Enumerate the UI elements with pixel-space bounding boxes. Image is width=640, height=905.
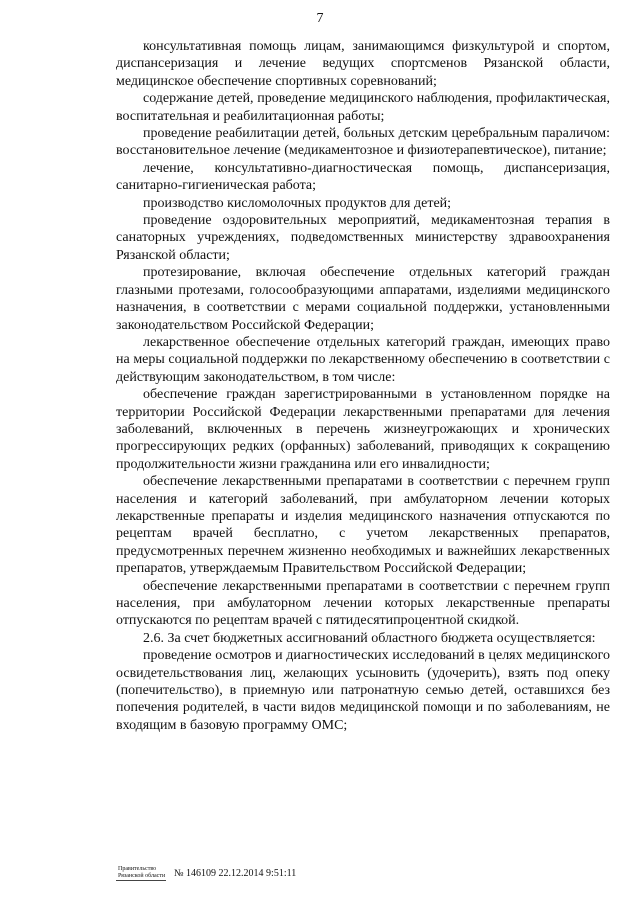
paragraph: лечение, консультативно-диагностическая помощь, диспансеризация, санитарно-гигиеническая работа; <box>116 160 610 194</box>
paragraph: обеспечение лекарственными препаратами в соответствии с перечнем групп населения, при амбулаторном лечении которых лекарственные препараты отпускаются по рецептам врачей с пятидесятипроцентной скидкой. <box>116 578 610 629</box>
registration-stamp <box>116 866 166 881</box>
section-heading: 2.6. За счет бюджетных ассигнований областного бюджета осуществляется: <box>143 630 596 646</box>
page-number: 7 <box>316 11 324 26</box>
paragraph: протезирование, включая обеспечение отдельных категорий граждан глазными протезами, голосообразующими аппаратами, изделиями медицинского назначения, в соответствии с мерами социальной поддержки, установленными законодательством Российской Федерации; <box>116 265 610 333</box>
stamp-line: Рязанской области <box>118 873 166 879</box>
document-registration-id: № 146109 22.12.2014 9:51:11 <box>174 868 297 879</box>
paragraph: производство кисломолочных продуктов для детей; <box>143 195 452 211</box>
paragraph: содержание детей, проведение медицинского наблюдения, профилактическая, воспитательная и реабилитационная работы; <box>116 91 610 124</box>
paragraph: консультативная помощь лицам, занимающимся физкультурой и спортом, диспансеризация и лечение ведущих спортсменов Рязанской области, медицинское обеспечение спортивных соревнований; <box>116 39 610 89</box>
paragraph: проведение реабилитации детей, больных детским церебральным параличом: восстановительное лечение (медикаментозное и физиотерапевтическое), питание; <box>116 126 610 159</box>
document-footer <box>116 866 296 881</box>
paragraph: лекарственное обеспечение отдельных категорий граждан, имеющих право на меры социальной поддержки по лекарственному обеспечению в соответствии с действующим законодательством, в том числе: <box>116 334 610 385</box>
paragraph: обеспечение граждан зарегистрированными в установленном порядке на территории Российской Федерации лекарственными препаратами для лечения заболеваний, включенных в перечень жизнеугрожающих и хронических прогрессирующих редких (орфанных) заболеваний, приводящих к сокращению продолжительности жизни гражданина или его инвалидности; <box>116 387 610 472</box>
stamp-line: Правительство <box>118 866 157 872</box>
paragraph: проведение осмотров и диагностических исследований в целях медицинского освидетельствования лиц, желающих усыновить (удочерить), взять под опеку (попечительство), в приемную или патронатную семью детей, оставшихся без попечения родителей, в части видов медицинской помощи и по заболеваниям, не входящим в базовую программу ОМС; <box>116 648 610 733</box>
document-body <box>116 38 610 734</box>
paragraph: проведение оздоровительных мероприятий, медикаментозная терапия в санаторных учреждениях, подведомственных министерству здравоохранения Рязанской области; <box>116 213 610 263</box>
paragraph: обеспечение лекарственными препаратами в соответствии с перечнем групп населения и категорий заболеваний, при амбулаторном лечении которых лекарственные препараты и изделия медицинского назначения отпускаются по рецептам врачей бесплатно, с учетом лекарственных препаратов, предусмотренных перечнем жизненно необходимых и важнейших лекарственных препаратов, утверждаемым Правительством Российской Федерации; <box>116 474 610 577</box>
